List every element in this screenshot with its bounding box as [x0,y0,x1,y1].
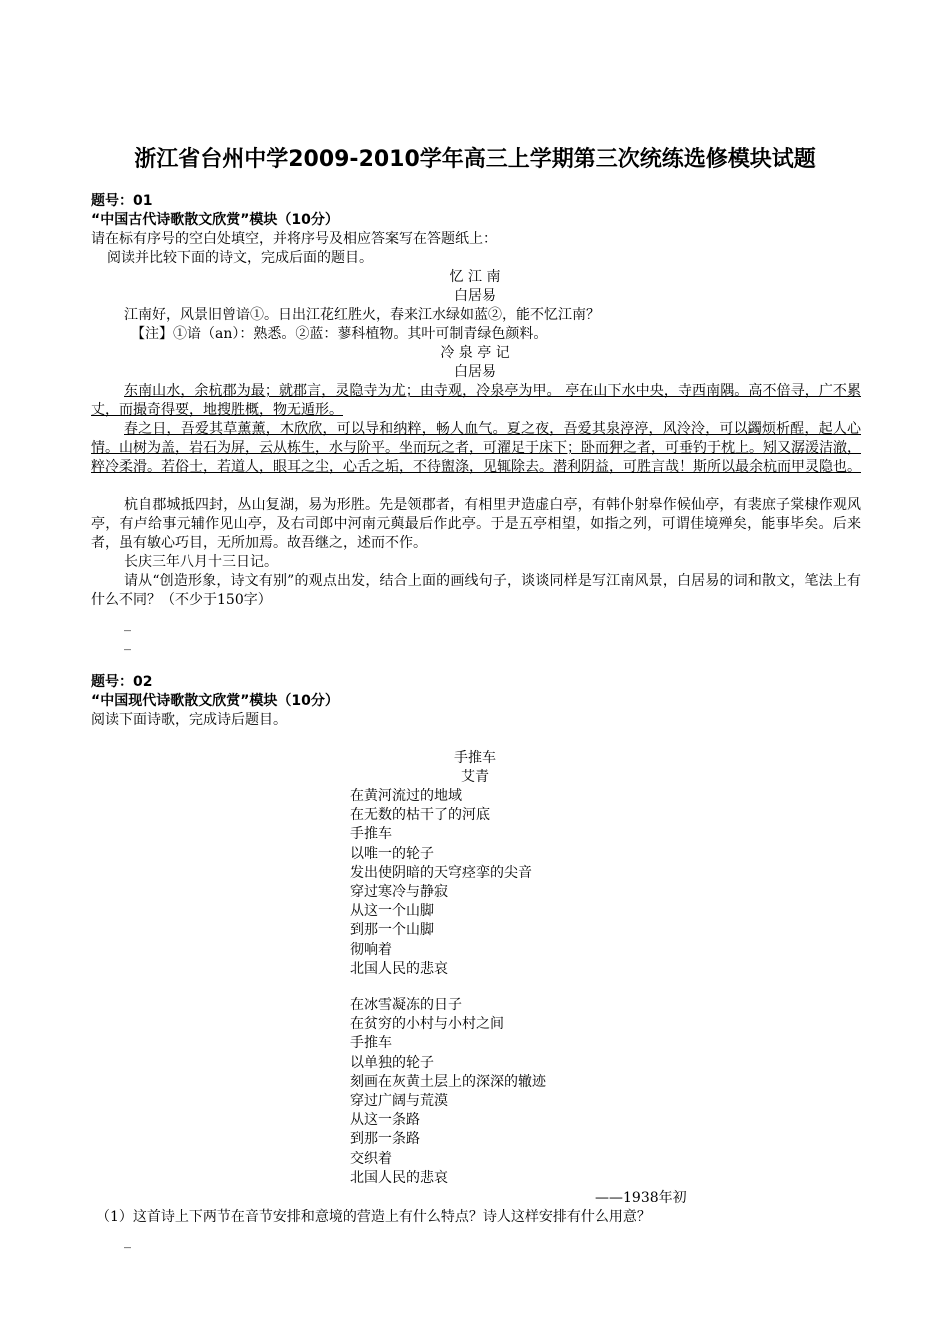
poem-line: 北国人民的悲哀 [350,1169,448,1186]
q2-stanza-2 [350,996,546,1188]
q2-date: ——1938年初 [595,1190,687,1206]
q1-poem-text: 江南好，风景旧曾谙①。日出江花红胜火，春来江水绿如蓝②，能不忆江南？ [124,307,600,323]
q1-para2: 春之日，吾爱其草薰薰，木欣欣，可以导和纳粹，畅人血气。夏之夜，吾爱其泉渟渟，风泠泠，可以蠲烦析酲，起人心情。山树为盖，岩石为屏，云从栋生，水与阶平。坐而玩之者，可濯足于床下；卧而狎之者，可垂钓于枕上。矧又潺湲洁澈，粹冷柔滑。若俗士，若道人，眼耳之尘，心舌之垢，不待盥涤，见辄除去。潜利阴益，可胜言哉！斯所以最余杭而甲灵隐也。 [91,421,861,475]
poem-line: 交织着 [350,1150,392,1167]
poem-line: 手推车 [350,1035,392,1052]
poem-line: 彻响着 [350,941,392,958]
poem-line: 北国人民的悲哀 [350,960,448,977]
poem-line: 在冰雪凝冻的日子 [350,997,462,1013]
poem-line: 手推车 [350,826,392,843]
q1-number: 题号：01 [91,193,153,209]
q2-module: “中国现代诗歌散文欣赏”模块（10分） [91,693,339,709]
q1-para3: 杭自郡城抵四封，丛山复湖，易为形胜。先是领郡者，有相里尹造虚白亭，有韩仆射皋作候仙亭，有裴庶子棠棣作观风亭，有卢给事元辅作见山亭，及右司郎中河南元藇最后作此亭。于是五亭相望，如指之列，可谓佳境殚矣，能事毕矣。后来者，虽有敏心巧目，无所加焉。故吾继之，述而不作。 [91,497,861,551]
q1-prose-author: 白居易 [454,364,496,380]
q2-poem-author: 艾青 [461,769,489,785]
q1-date: 长庆三年八月十三日记。 [124,554,278,570]
poem-line: 从这一条路 [350,1112,420,1129]
q2-question-1: （1）这首诗上下两节在音节安排和意境的营造上有什么特点？诗人这样安排有什么用意？ [96,1209,651,1225]
poem-line: 以单独的轮子 [350,1054,434,1071]
q1-poem-title: 忆 江 南 [449,269,501,285]
q1-module: “中国古代诗歌散文欣赏”模块（10分） [91,212,339,228]
poem-line: 穿过广阔与荒漠 [350,1092,448,1109]
q1-answer-blank-2: _ [124,635,131,651]
q1-prose-title: 冷 泉 亭 记 [440,345,510,361]
q1-lead: 阅读并比较下面的诗文，完成后面的题目。 [107,250,373,266]
q1-note: 【注】①谙（an）：熟悉。②蓝：蓼科植物。其叶可制青绿色颜料。 [131,326,548,342]
q1-instruction: 请在标有序号的空白处填空，并将序号及相应答案写在答题纸上： [91,231,497,247]
q1-question: 请从“创造形象，诗文有别”的观点出发，结合上面的画线句子，谈谈同样是写江南风景，白居易的词和散文，笔法上有什么不同？（不少于150字） [91,573,861,608]
q1-para1: 东南山水，余杭郡为最；就郡言，灵隐寺为尤；由寺观，冷泉亭为甲。 亭在山下水中央，寺西南隅。高不倍寻，广不累丈，而撮奇得要，地搜胜概，物无遁形。 [91,383,861,418]
poem-line: 在黄河流过的地域 [350,788,462,804]
poem-line: 发出使阴暗的天穹痉挛的尖音 [350,864,532,881]
q1-answer-blank-1: _ [124,616,131,632]
poem-line: 在无数的枯干了的河底 [350,807,490,824]
poem-line: 到那一条路 [350,1131,420,1148]
q2-stanza-1 [350,787,532,979]
poem-line: 刻画在灰黄土层上的深深的辙迹 [350,1073,546,1090]
poem-line: 在贫穷的小村与小村之间 [350,1016,504,1033]
q2-lead: 阅读下面诗歌，完成诗后题目。 [91,712,287,728]
poem-line: 穿过寒冷与静寂 [350,883,448,900]
poem-line: 到那一个山脚 [350,922,434,939]
page-title: 浙江省台州中学2009-2010学年高三上学期第三次统练选修模块试题 [134,147,816,172]
q2-number: 题号：02 [91,674,153,690]
poem-line: 以唯一的轮子 [350,845,434,862]
q2-answer-blank: _ [124,1233,131,1249]
q1-poem-author: 白居易 [454,288,496,304]
q2-poem-title: 手推车 [454,750,496,766]
poem-line: 从这一个山脚 [350,903,434,920]
